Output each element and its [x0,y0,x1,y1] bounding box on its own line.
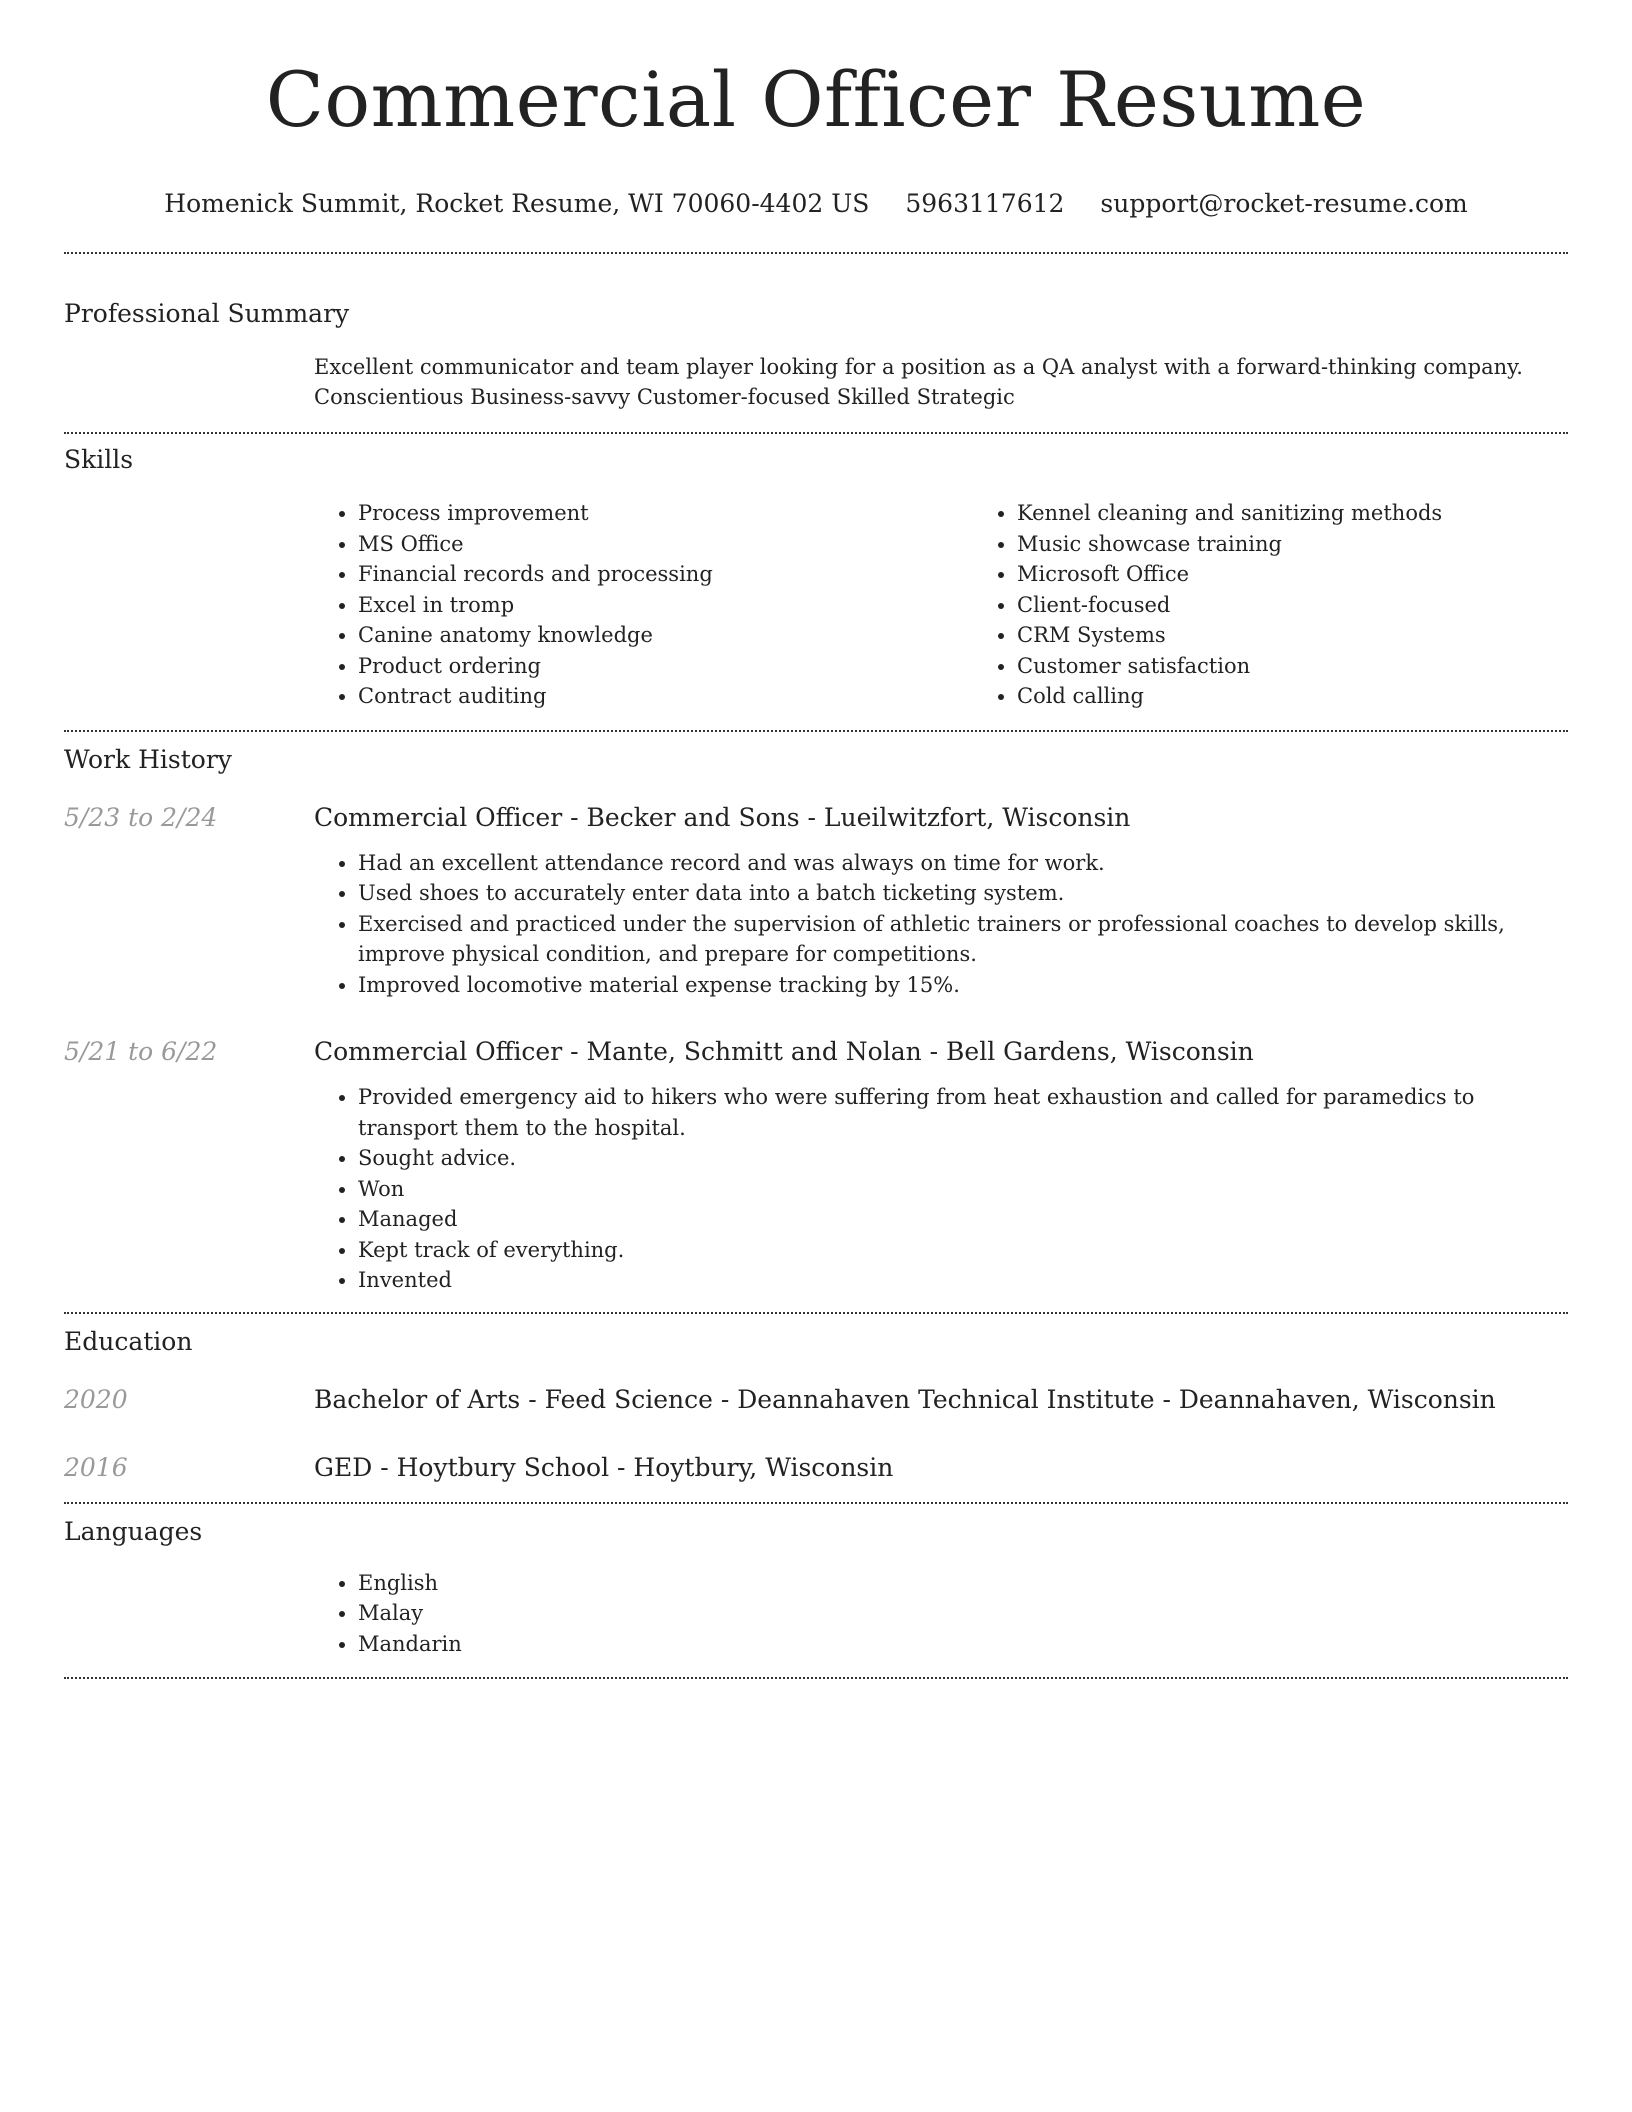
job-dates: 5/21 to 6/22 [64,1037,218,1066]
education-degree: GED - Hoytbury School - Hoytbury, Wisconsin [314,1452,894,1482]
summary-line: Excellent communicator and team player looking for a position as a QA analyst with a forward-thinking company. [314,355,1523,379]
job-entry [64,1034,1568,1296]
education-entry [64,1382,1568,1418]
job-bullet: • Exercised and practiced under the supervision of athletic trainers or professional coaches to develop skills, improve physical condition, and prepare for competitions. [358,909,1568,970]
job-title: Commercial Officer - Becker and Sons - Lueilwitzfort, Wisconsin [314,802,1131,832]
skill-item: • Cold calling [1017,681,1632,712]
skills-section [64,434,1568,730]
job-bullet: • Had an excellent attendance record and was always on time for work. [358,848,1568,879]
job-bullet: • Invented [358,1265,1568,1296]
education-year: 2016 [64,1452,128,1482]
skill-item: • Contract auditing [358,681,973,712]
job-bullet: • Sought advice. [358,1143,1568,1174]
skill-item: • Canine anatomy knowledge [358,620,973,651]
job-bullet: • Managed [358,1204,1568,1235]
summary-section [64,254,1568,432]
skill-item: • Customer satisfaction [1017,651,1632,682]
skills-list [314,498,973,712]
summary-text [314,352,1568,412]
education-entry [64,1450,1568,1486]
section-title: Skills [64,445,134,474]
resume-title: Commercial Officer Resume [265,55,1367,144]
section-title: Languages [64,1516,203,1546]
skill-item: • CRM Systems [1017,620,1632,651]
skill-item: • Excel in tromp [358,590,973,621]
skill-item: • Music showcase training [1017,529,1632,560]
languages-list [314,1568,1568,1660]
skill-item: • Microsoft Office [1017,559,1632,590]
skill-item: • MS Office [358,529,973,560]
skill-item: • Kennel cleaning and sanitizing methods [1017,498,1632,529]
work-section [64,732,1568,1312]
job-bullet: • Used shoes to accurately enter data into a batch ticketing system. [358,878,1568,909]
education-degree: Bachelor of Arts - Feed Science - Deannahaven Technical Institute - Deannahaven, Wisconsin [314,1384,1496,1414]
section-title: Professional Summary [64,299,350,328]
summary-line: Conscientious Business-savvy Customer-focused Skilled Strategic [314,385,1015,409]
address: Homenick Summit, Rocket Resume, WI 70060-4402 US [164,189,870,218]
section-title: Work History [64,744,232,774]
job-bullets [314,848,1568,1001]
skills-list [973,498,1632,712]
education-section [64,1314,1568,1502]
skill-item: • Product ordering [358,651,973,682]
job-dates: 5/23 to 2/24 [64,802,218,832]
job-bullet: • Kept track of everything. [358,1235,1568,1266]
skill-item: • Financial records and processing [358,559,973,590]
job-bullets [314,1082,1568,1296]
phone: 5963117612 [905,189,1065,218]
job-title: Commercial Officer - Mante, Schmitt and Nolan - Bell Gardens, Wisconsin [314,1037,1254,1066]
language-item: • Malay [358,1598,1568,1629]
section-title: Education [64,1326,193,1356]
divider [64,1677,1568,1679]
job-entry [64,800,1568,1001]
skill-item: • Client-focused [1017,590,1632,621]
education-year: 2020 [64,1384,128,1414]
email: support@rocket-resume.com [1100,189,1468,218]
job-bullet: • Improved locomotive material expense tracking by 15%. [358,970,1568,1001]
job-bullet: • Provided emergency aid to hikers who were suffering from heat exhaustion and called for paramedics to transport them to the hospital. [358,1082,1568,1143]
skill-item: • Process improvement [358,498,973,529]
contact-line [64,186,1568,222]
languages-section [64,1504,1568,1678]
job-bullet: • Won [358,1174,1568,1205]
language-item: • Mandarin [358,1629,1568,1660]
language-item: • English [358,1568,1568,1599]
